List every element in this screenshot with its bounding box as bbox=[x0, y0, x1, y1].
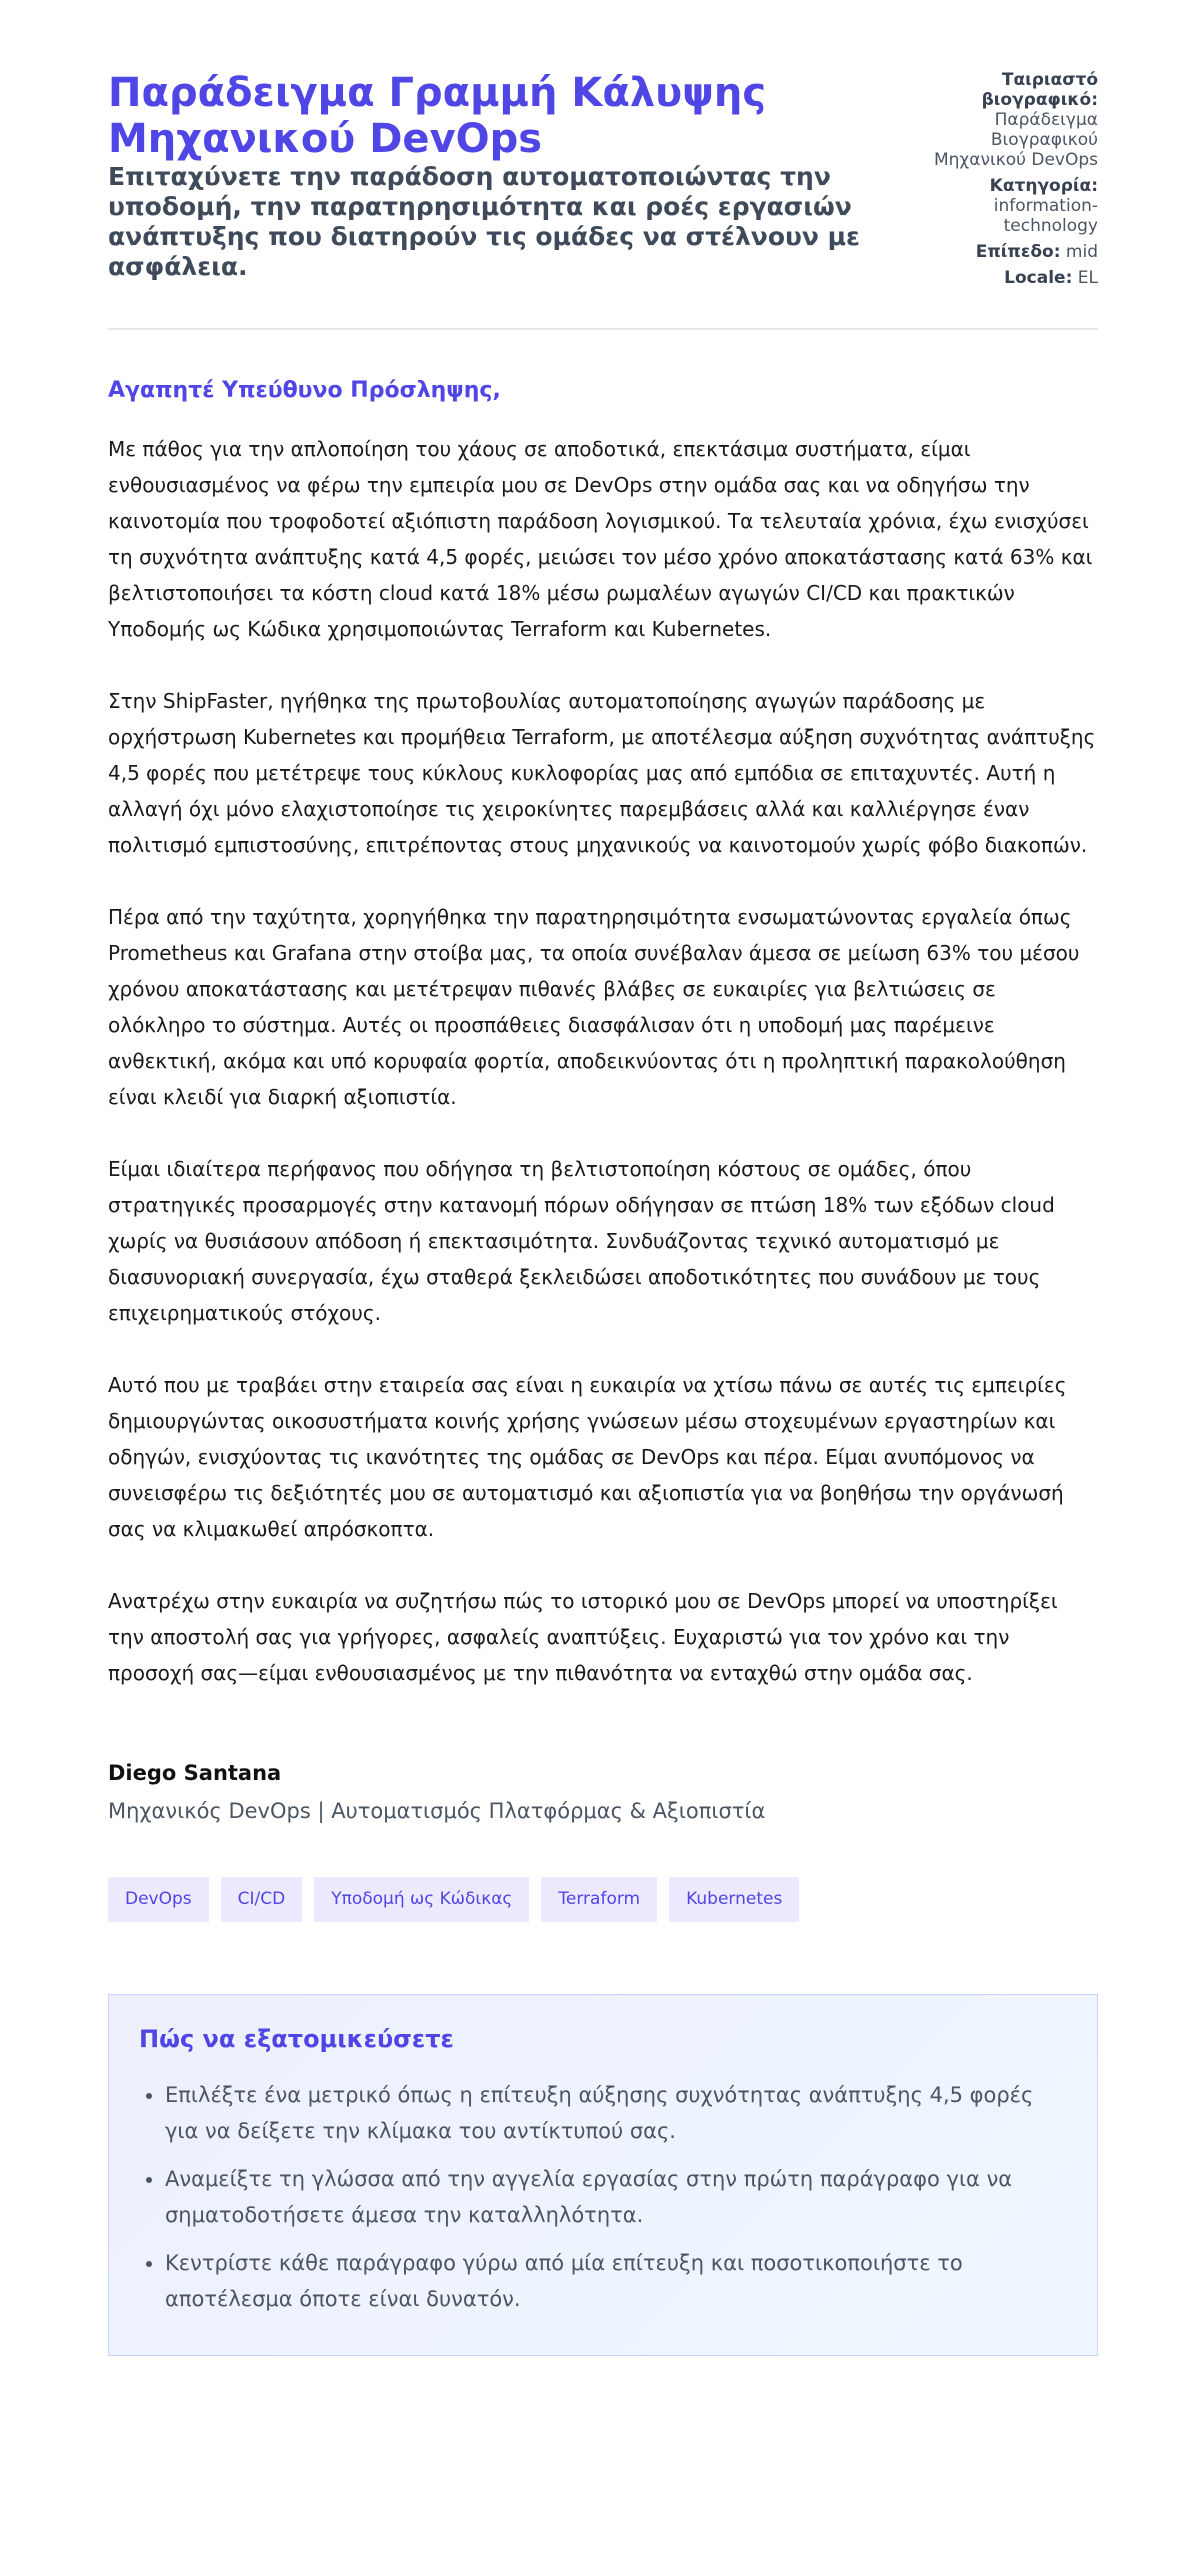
meta-label: Κατηγορία: bbox=[989, 176, 1098, 196]
paragraph: Είμαι ιδιαίτερα περήφανος που οδήγησα τη βελτιστοποίηση κόστους σε ομάδες, όπου στρατηγικές προσαρμογές στην κατανομή πόρων οδήγησαν σε πτώση 18% των εξόδων cloud χωρίς να θυσιάσουν απόδοση ή επεκτασιμότητα. Συνδυάζοντας τεχνικό αυτοματισμό με διασυνοριακή συνεργασία, έχω σταθερά ξεκλειδώσει αποδοτικότητες που συνάδουν με τους επιχειρηματικούς στόχους. bbox=[108, 1157, 1055, 1325]
meta-info bbox=[908, 70, 1098, 294]
tip-item: • Επιλέξτε ένα μετρικό όπως η επίτευξη αύξησης συχνότητας ανάπτυξης 4,5 φορές για να δείξετε την κλίμακα του αντίκτυπού σας. bbox=[165, 2077, 1067, 2149]
meta-value: EL bbox=[1077, 268, 1098, 288]
page-title: Παράδειγμα Γραμμή Κάλυψης Μηχανικού DevOps bbox=[108, 70, 767, 162]
header-titles bbox=[108, 70, 888, 282]
meta-level bbox=[908, 242, 1098, 262]
tip-item: • Κεντρίστε κάθε παράγραφο γύρω από μία επίτευξη και ποσοτικοποιήστε το αποτέλεσμα όποτε είναι δυνατόν. bbox=[165, 2245, 1067, 2317]
meta-value: mid bbox=[1065, 242, 1098, 262]
tag: Kubernetes bbox=[669, 1877, 799, 1922]
paragraph: Με πάθος για την απλοποίηση του χάους σε αποδοτικά, επεκτάσιμα συστήματα, είμαι ενθουσιασμένος να φέρω την εμπειρία μου σε DevOps στην ομάδα σας και να οδηγήσω την καινοτομία που τροφοδοτεί αξιόπιστη παράδοση λογισμικού. Τα τελευταία χρόνια, έχω ενισχύσει τη συχνότητα ανάπτυξης κατά 4,5 φορές, μειώσει τον μέσο χρόνο αποκατάστασης κατά 63% και βελτιστοποιήσει τα κόστη cloud κατά 18% μέσω ρωμαλέων αγωγών CI/CD και πρακτικών Υποδομής ως Κώδικα χρησιμοποιώντας Terraform και Kubernetes. bbox=[108, 437, 1093, 641]
letter-body bbox=[108, 431, 1098, 1691]
customization-tips bbox=[108, 1994, 1098, 2356]
salutation: Αγαπητέ Υπεύθυνο Πρόσληψης, bbox=[108, 378, 501, 403]
meta-matching-resume bbox=[908, 70, 1098, 170]
meta-label: Επίπεδο: bbox=[975, 242, 1061, 262]
tag-list bbox=[108, 1877, 1098, 1922]
meta-label: Ταιριαστό βιογραφικό: bbox=[981, 70, 1098, 110]
tag: CI/CD bbox=[221, 1877, 303, 1922]
page-subtitle: Επιταχύνετε την παράδοση αυτοματοποιώντας την υποδομή, την παρατηρησιμότητα και ροές εργασιών ανάπτυξης που διατηρούν τις ομάδες να στέλνουν με ασφάλεια. bbox=[108, 162, 860, 281]
signature-title: Μηχανικός DevOps | Αυτοματισμός Πλατφόρμας & Αξιοπιστία bbox=[108, 1799, 766, 1823]
meta-label: Locale: bbox=[1004, 268, 1073, 288]
meta-locale bbox=[908, 268, 1098, 288]
meta-category bbox=[908, 176, 1098, 236]
tag: Terraform bbox=[541, 1877, 657, 1922]
meta-value: information-technology bbox=[993, 196, 1098, 236]
meta-value: Παράδειγμα Βιογραφικού Μηχανικού DevOps bbox=[933, 110, 1098, 170]
tips-title: Πώς να εξατομικεύσετε bbox=[139, 2025, 454, 2053]
tag: Υποδομή ως Κώδικας bbox=[314, 1877, 529, 1922]
tips-list bbox=[139, 2077, 1067, 2317]
paragraph: Αυτό που με τραβάει στην εταιρεία σας είναι η ευκαιρία να χτίσω πάνω σε αυτές τις εμπειρίες δημιουργώντας οικοσυστήματα κοινής χρήσης γνώσεων μέσω στοχευμένων εργαστηρίων και οδηγών, ενισχύοντας τις ικανότητες της ομάδας σε DevOps και πέρα. Είμαι ανυπόμονος να συνεισφέρω τις δεξιότητές μου σε αυτοματισμό και αξιοπιστία για να βοηθήσω την οργάνωσή σας να κλιμακωθεί απρόσκοπτα. bbox=[108, 1373, 1067, 1541]
page-header bbox=[108, 70, 1098, 330]
tip-item: • Αναμείξτε τη γλώσσα από την αγγελία εργασίας στην πρώτη παράγραφο για να σηματοδοτήσετε άμεσα την καταλληλότητα. bbox=[165, 2161, 1067, 2233]
tag: DevOps bbox=[108, 1877, 209, 1922]
paragraph: Ανατρέχω στην ευκαιρία να συζητήσω πώς το ιστορικό μου σε DevOps μπορεί να υποστηρίξει την αποστολή σας για γρήγορες, ασφαλείς αναπτύξεις. Ευχαριστώ για τον χρόνο και την προσοχή σας—είμαι ενθουσιασμένος με την πιθανότητα να ενταχθώ στην ομάδα σας. bbox=[108, 1589, 1058, 1685]
paragraph: Πέρα από την ταχύτητα, χορηγήθηκα την παρατηρησιμότητα ενσωματώνοντας εργαλεία όπως Prometheus και Grafana στην στοίβα μας, τα οποία συνέβαλαν άμεσα σε μείωση 63% του μέσου χρόνου αποκατάστασης και μετέτρεψαν πιθανές βλάβες σε ευκαιρίες για βελτιώσεις σε ολόκληρο το σύστημα. Αυτές οι προσπάθειες διασφάλισαν ότι η υποδομή μας παρέμεινε ανθεκτική, ακόμα και υπό κορυφαία φορτία, αποδεικνύοντας ότι η προληπτική παρακολούθηση είναι κλειδί για διαρκή αξιοπιστία. bbox=[108, 905, 1080, 1109]
paragraph: Στην ShipFaster, ηγήθηκα της πρωτοβουλίας αυτοματοποίησης αγωγών παράδοσης με ορχήστρωση Kubernetes και προμήθεια Terraform, με αποτέλεσμα αύξηση συχνότητας ανάπτυξης 4,5 φορές που μετέτρεψε τους κύκλους κυκλοφορίας μας από εμπόδια σε επιταχυντές. Αυτή η αλλαγή όχι μόνο ελαχιστοποίησε τις χειροκίνητες παρεμβάσεις αλλά και καλλιέργησε έναν πολιτισμό εμπιστοσύνης, επιτρέποντας στους μηχανικούς να καινοτομούν χωρίς φόβο διακοπών. bbox=[108, 689, 1096, 857]
signature-name: Diego Santana bbox=[108, 1761, 282, 1785]
